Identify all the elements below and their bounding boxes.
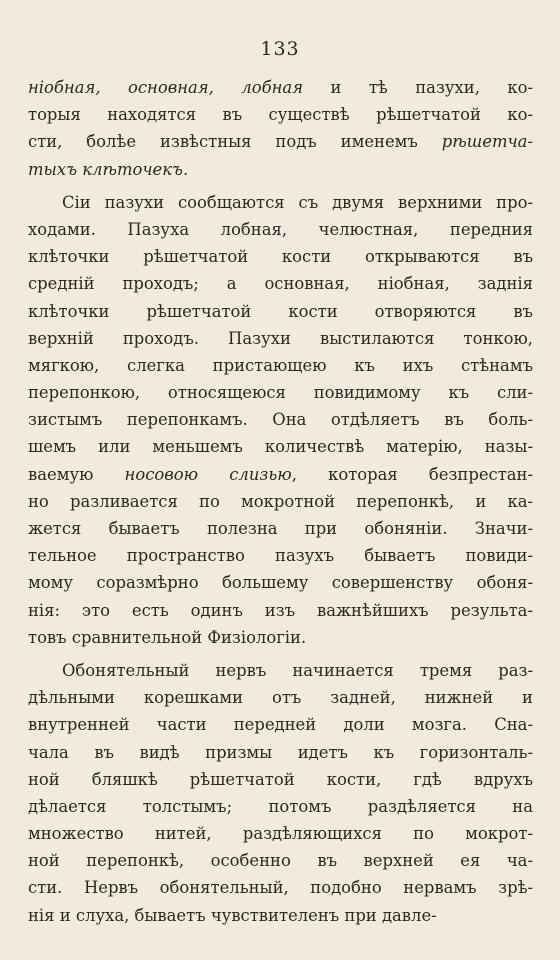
text-run: ной бляшкѣ рѣшетчатой кости, гдѣ вдрухъ — [28, 769, 533, 789]
text-run: множество нитей, раздѣляющихся по мокрот- — [28, 824, 533, 844]
text-line — [28, 189, 533, 216]
text-run: ходами. Пазуха лобная, челюстная, передния — [28, 219, 533, 239]
text-line — [28, 847, 533, 874]
text-line — [28, 793, 533, 820]
page-number: 133 — [260, 38, 300, 60]
text-run: сти, болѣе извѣстныя подъ именемъ — [28, 132, 442, 152]
italic-text: носовою слизью — [124, 464, 292, 484]
text-line — [28, 74, 533, 101]
text-run: Сiи пазухи сообщаются съ двумя верхними про- — [62, 192, 533, 212]
body-text — [28, 74, 533, 929]
text-run: зистымъ перепонкамъ. Она отдѣляетъ въ боль- — [28, 410, 533, 430]
text-line — [28, 874, 533, 901]
text-line — [28, 433, 533, 460]
text-run: среднiй проходъ; а основная, нiобная, заднiя — [28, 274, 533, 294]
text-line — [28, 325, 533, 352]
text-line — [28, 597, 533, 624]
text-line — [28, 379, 533, 406]
text-line — [28, 569, 533, 596]
text-line — [28, 542, 533, 569]
text-line — [28, 352, 533, 379]
text-run: клѣточки рѣшетчатой кости отворяются въ — [28, 301, 533, 321]
paragraph — [28, 189, 533, 651]
text-line — [28, 684, 533, 711]
text-line — [28, 406, 533, 433]
text-line — [28, 820, 533, 847]
text-run: тельное пространство пазухъ бываетъ повиди- — [28, 546, 533, 566]
text-run: ной перепонкѣ, особенно въ верхней ея ча- — [28, 851, 533, 871]
text-line — [28, 657, 533, 684]
text-run: мягкою, слегка пристающею къ ихъ стѣнамъ — [28, 355, 533, 375]
text-run: дѣльными корешками отъ задней, нижней и — [28, 688, 533, 708]
text-line — [28, 461, 533, 488]
text-line — [28, 298, 533, 325]
text-run: перепонкою, относящеюся повидимому къ сли- — [28, 383, 533, 403]
text-run: мому соразмѣрно большему совершенству обоня- — [28, 573, 533, 593]
text-line — [28, 515, 533, 542]
text-line — [28, 624, 533, 651]
text-line — [28, 101, 533, 128]
text-line — [28, 766, 533, 793]
text-line — [28, 243, 533, 270]
text-run: шемъ или меньшемъ количествѣ матерiю, назы- — [28, 437, 533, 457]
text-line — [28, 739, 533, 766]
text-run: дѣлается толстымъ; потомъ раздѣляется на — [28, 796, 533, 816]
text-line — [28, 156, 533, 183]
text-run: торыя находятся въ существѣ рѣшетчатой ко- — [28, 105, 533, 125]
paragraph — [28, 657, 533, 929]
text-run: чала въ видѣ призмы идетъ къ горизонталь- — [28, 742, 533, 762]
text-line — [28, 270, 533, 297]
text-run: Обонятельный нервъ начинается тремя раз- — [62, 660, 533, 680]
text-run: сти. Нервъ обонятельный, подобно нервамъ зрѣ- — [28, 878, 533, 898]
text-line — [28, 216, 533, 243]
text-line — [28, 488, 533, 515]
italic-text: нiобная, основная, лобная — [28, 78, 304, 97]
text-run: нiя: это есть одинъ изъ важнѣйшихъ результа- — [28, 600, 533, 620]
text-run: верхнiй проходъ. Пазухи выстилаются тонкою, — [28, 328, 533, 348]
paragraph — [28, 74, 533, 183]
text-run: ваемую — [28, 464, 125, 484]
text-run: , которая безпрестан- — [291, 464, 534, 484]
text-line — [28, 128, 533, 155]
text-line — [28, 902, 533, 929]
text-run: внутренней части передней доли мозга. Сна- — [28, 715, 533, 735]
text-run: жется бываетъ полезна при обонянiи. Значи- — [28, 519, 533, 538]
text-run: и тѣ пазухи, ко- — [303, 78, 533, 97]
text-run: клѣточки рѣшетчатой кости открываются въ — [28, 247, 533, 267]
text-run: товъ сравнительной Физiологiи. — [28, 627, 307, 647]
italic-text: тыхъ клѣточекъ. — [28, 159, 189, 179]
text-run: но разливается по мокротной перепонкѣ, и ка- — [28, 491, 533, 511]
text-run: нiя и слуха, бываетъ чувствителенъ при давле- — [28, 905, 437, 925]
italic-text: рѣшетча- — [441, 132, 533, 152]
text-line — [28, 711, 533, 738]
